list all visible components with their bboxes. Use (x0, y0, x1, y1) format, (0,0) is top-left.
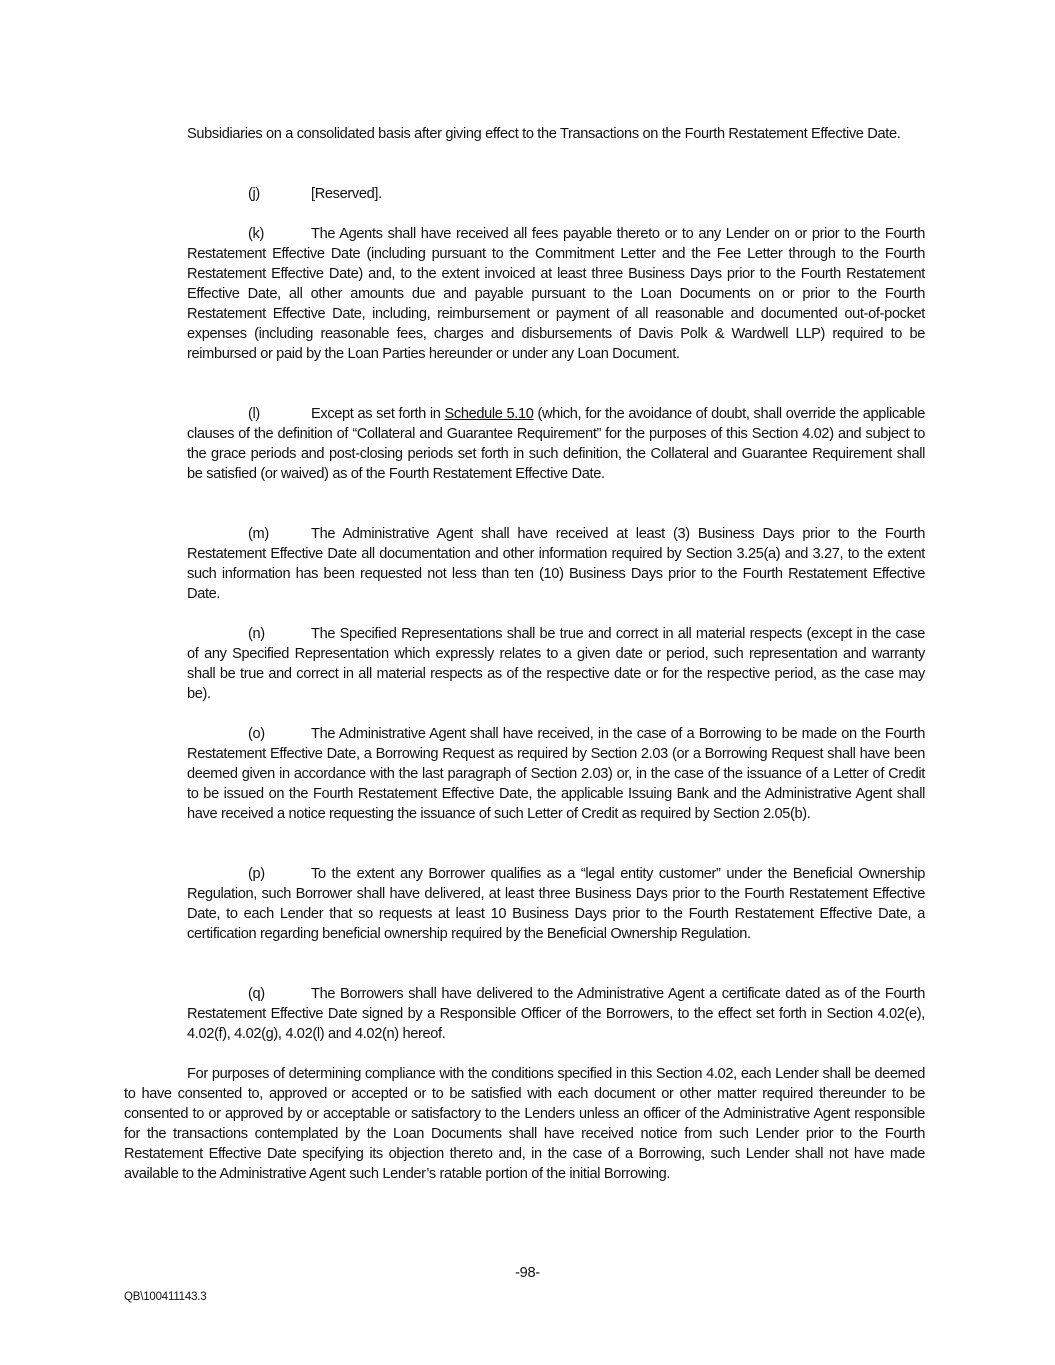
clause-text: The Administrative Agent shall have received, in the case of a Borrowing to be made on the Fourth Restatement Effective Date, a Borrowing Request as required by Section 2.03 (or a Borrowing Request shall have been deemed given in accordance with the last paragraph of Section 2.03) or, in the case of the issuance of a Letter of Credit to be issued on the Fourth Restatement Effective Date, the applicable Issuing Bank and the Administrative Agent shall have received a notice requesting the issuance of such Letter of Credit as required by Section 2.05(b). (187, 726, 925, 822)
clause-m (187, 524, 925, 604)
clause-label: (n) (248, 626, 265, 642)
clause-label: (o) (248, 726, 265, 742)
document-id: QB\100411143.3 (124, 1291, 207, 1303)
clause-text: The Administrative Agent shall have received at least (3) Business Days prior to the Fourth Restatement Effective Date all documentation and other information required by Section 3.25(a) and 3.27, to the extent such information has been requested not less than ten (10) Business Days prior to the Fourth Restatement Effective Date. (187, 526, 925, 602)
clause-text: The Agents shall have received all fees payable thereto or to any Lender on or prior to the Fourth Restatement Effective Date (including pursuant to the Commitment Letter and the Fee Letter through to the Fourth Restatement Effective Date) and, to the extent invoiced at least three Business Days prior to the Fourth Restatement Effective Date, all other amounts due and payable pursuant to the Loan Documents on or prior to the Fourth Restatement Effective Date, including, reimbursement or payment of all reasonable and documented out-of-pocket expenses (including reasonable fees, charges and disbursements of Davis Polk & Wardwell LLP) required to be reimbursed or paid by the Loan Parties hereunder or under any Loan Document. (187, 226, 925, 362)
intro-text: Subsidiaries on a consolidated basis after giving effect to the Transactions on the Fourth Restatement Effective Date. (187, 126, 901, 142)
clause-p (187, 864, 925, 944)
clause-label: (k) (248, 226, 264, 242)
clause-text: The Specified Representations shall be true and correct in all material respects (except in the case of any Specified Representation which expressly relates to a given date or period, such representation and warranty shall be true and correct in all material respects as of the respective date or for the respective period, as the case may be). (187, 626, 925, 702)
clause-text-after: (which, for the avoidance of doubt, shall override the applicable clauses of the definition of “Collateral and Guarantee Requirement” for the purposes of this Section 4.02) and subject to the grace periods and post-closing periods set forth in such definition, the Collateral and Guarantee Requirement shall be satisfied (or waived) as of the Fourth Restatement Effective Date. (187, 406, 925, 482)
clause-text: [Reserved]. (311, 186, 382, 202)
clause-label: (l) (248, 406, 260, 422)
clause-text: The Borrowers shall have delivered to the Administrative Agent a certificate dated as of the Fourth Restatement Effective Date signed by a Responsible Officer of the Borrowers, to the effect set forth in Section 4.02(e), 4.02(f), 4.02(g), 4.02(l) and 4.02(n) hereof. (187, 986, 925, 1042)
intro-paragraph (187, 124, 925, 144)
closing-text: For purposes of determining compliance with the conditions specified in this Section 4.02, each Lender shall be deemed to have consented to, approved or accepted or to be satisfied with each document or other matter required thereunder to be consented to or approved by or acceptable or satisfactory to the Lenders unless an officer of the Administrative Agent responsible for the transactions contemplated by the Loan Documents shall have received notice from such Lender prior to the Fourth Restatement Effective Date specifying its objection thereto and, in the case of a Borrowing, such Lender shall not have made available to the Administrative Agent such Lender’s ratable portion of the initial Borrowing. (124, 1066, 925, 1182)
clause-label: (m) (248, 526, 269, 542)
clause-q (187, 984, 925, 1044)
clause-n (187, 624, 925, 704)
clause-label: (j) (248, 186, 260, 202)
clause-o (187, 724, 925, 824)
clause-text: To the extent any Borrower qualifies as a “legal entity customer” under the Beneficial Ownership Regulation, such Borrower shall have delivered, at least three Business Days prior to the Fourth Restatement Effective Date, to each Lender that so requests at least 10 Business Days prior to the Fourth Restatement Effective Date, a certification regarding beneficial ownership required by the Beneficial Ownership Regulation. (187, 866, 925, 942)
clause-label: (p) (248, 866, 265, 882)
clause-text-before: Except as set forth in (311, 406, 445, 422)
page-number: -98- (515, 1265, 540, 1281)
schedule-reference: Schedule 5.10 (444, 406, 534, 422)
clause-j (187, 184, 925, 204)
closing-paragraph (124, 1064, 925, 1184)
clause-label: (q) (248, 986, 265, 1002)
clause-k (187, 224, 925, 364)
clause-l (187, 404, 925, 484)
